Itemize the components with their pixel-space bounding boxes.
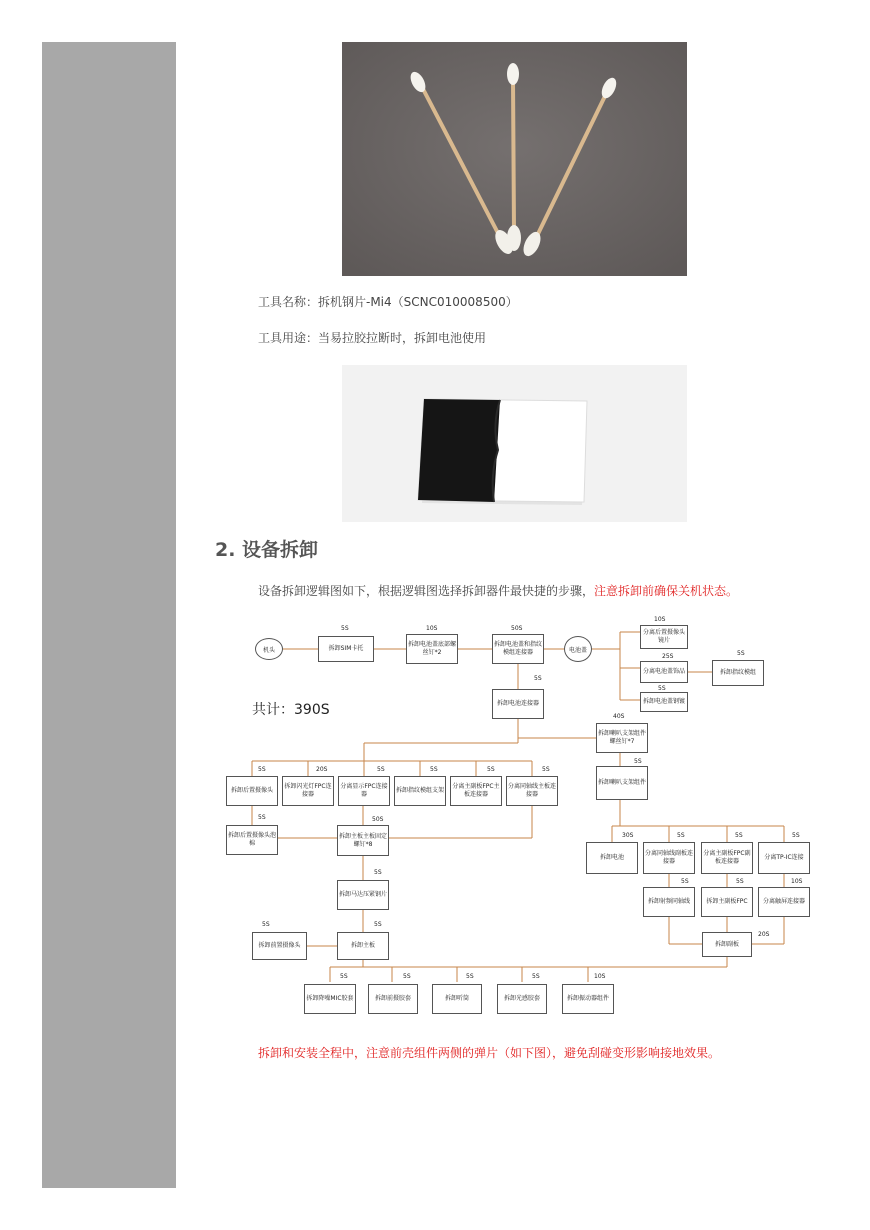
flow-touch-conn: 分离触屏连接器 (758, 887, 810, 917)
flow-bat-cover-steel: 拆卸电池盖钢镀 (640, 692, 688, 712)
flow-flash-fpc: 拆卸闪光灯FPC连接器 (282, 776, 334, 806)
flow-mainboard: 拆卸主板 (337, 932, 389, 960)
time-touch-conn: 10S (791, 878, 803, 885)
time-receiver: 5S (466, 973, 474, 980)
flow-bat-screws: 拆卸电池盖底部螺丝钉*2 (406, 634, 458, 664)
time-front-cam: 5S (262, 921, 270, 928)
time-spk: 5S (634, 758, 642, 765)
flow-mic: 拆卸降噪MIC胶套 (304, 984, 356, 1014)
flow-disp-fpc: 分离显示FPC连接器 (338, 776, 390, 806)
disassembly-flowchart (222, 612, 822, 1022)
flow-fpc-main: 拆卸主副板FPC (701, 887, 753, 917)
flow-spk: 拆卸喇叭支架组件 (596, 766, 648, 800)
time-rear-cam-foam: 5S (258, 814, 266, 821)
flow-bat-conn: 拆卸电池连接器 (492, 689, 544, 719)
time-disp-fpc: 5S (377, 766, 385, 773)
time-front-cam-rubber: 5S (403, 973, 411, 980)
flow-rear-cam-lens: 分离后置摄像头镜片 (640, 625, 688, 649)
flow-fp-module: 拆卸指纹模组 (712, 660, 764, 686)
section-intro (258, 582, 738, 599)
intro-warning: 注意拆卸前确保关机状态。 (594, 584, 739, 598)
time-fp-module: 5S (737, 650, 745, 657)
flow-light-sensor: 拆卸光感胶套 (497, 984, 547, 1014)
flow-motor-steel: 拆卸马达压紧钢片 (337, 880, 389, 910)
flow-subboard: 拆卸副板 (702, 932, 752, 957)
time-coax-sub: 5S (677, 832, 685, 839)
intro-text: 设备拆卸逻辑图如下，根据逻辑图选择拆卸器件最快捷的步骤， (258, 584, 595, 598)
flow-sub-fpc: 分离主副板FPC主板连接器 (450, 776, 502, 806)
cotton-swabs-photo (342, 42, 687, 276)
time-bat-cover: 50S (511, 625, 523, 632)
time-rear-cam-lens: 10S (654, 616, 666, 623)
flow-coax-main: 分离同轴线主板连接器 (506, 776, 558, 806)
time-sub-fpc2: 5S (735, 832, 743, 839)
time-bat-conn: 5S (534, 675, 542, 682)
page-sidebar (42, 42, 176, 1188)
flow-fp-bracket: 拆卸指纹模组支架 (394, 776, 446, 806)
flow-battery: 拆卸电池 (586, 842, 638, 874)
flow-start: 机头 (255, 638, 283, 660)
time-coax: 5S (681, 878, 689, 885)
time-light-sensor: 5S (532, 973, 540, 980)
time-main-screws: 50S (372, 816, 384, 823)
time-motor-steel: 5S (374, 869, 382, 876)
flow-rear-cam-foam: 拆卸后置摄像头泡棉 (226, 825, 278, 855)
cotton-swabs-image (342, 42, 687, 276)
footer-warning: 拆卸和安装全程中，注意前壳组件两侧的弹片（如下图），避免刮碰变形影响接地效果。 (258, 1046, 721, 1060)
flow-front-cam-rubber: 拆卸前摄胶套 (368, 984, 418, 1014)
time-tp-ic: 5S (792, 832, 800, 839)
time-motor: 10S (594, 973, 606, 980)
flow-tp-ic: 分离TP-IC连接 (758, 842, 810, 874)
tool-use-line: 工具用途：当易拉胶拉断时，拆卸电池使用 (258, 331, 487, 345)
time-sub-fpc: 5S (487, 766, 495, 773)
flow-coax: 拆卸射频同轴线 (643, 887, 695, 917)
time-bat-cover-steel: 5S (658, 685, 666, 692)
tool-name-line: 工具名称：拆机钢片-Mi4（SCNC010008500） (258, 295, 518, 309)
flow-motor: 拆卸振动器组件 (562, 984, 614, 1014)
section-title: 2. 设备拆卸 (215, 539, 319, 561)
time-bat-cover-deco: 25S (662, 653, 674, 660)
time-flash-fpc: 20S (316, 766, 328, 773)
time-bat-screws: 10S (426, 625, 438, 632)
time-mic: 5S (340, 973, 348, 980)
flow-sub-fpc2: 分离主副板FPC副板连接器 (701, 842, 753, 874)
time-subboard: 20S (758, 931, 770, 938)
time-battery: 30S (622, 832, 634, 839)
flow-receiver: 拆卸听筒 (432, 984, 482, 1014)
flow-spk-screws: 拆卸喇叭支架组件螺丝钉*7 (596, 723, 648, 753)
time-sim: 5S (341, 625, 349, 632)
flow-bat-pack: 电池盖 (564, 636, 592, 662)
steel-sheet-image (342, 365, 687, 522)
time-fp-bracket: 5S (430, 766, 438, 773)
flow-bat-cover-deco: 分离电池盖饰品 (640, 661, 688, 683)
flow-sim: 拆卸SIM卡托 (318, 636, 374, 662)
flow-total: 共计：390S (252, 702, 330, 718)
time-spk-screws: 40S (613, 713, 625, 720)
time-rear-cam: 5S (258, 766, 266, 773)
flow-bat-cover: 拆卸电池盖和指纹模组连接器 (492, 634, 544, 664)
flow-coax-sub: 分离同轴线副板连接器 (643, 842, 695, 874)
time-coax-main: 5S (542, 766, 550, 773)
flow-front-cam: 拆卸前置摄像头 (252, 932, 307, 960)
time-mainboard: 5S (374, 921, 382, 928)
flow-main-screws: 拆卸主板主板固定螺钉*8 (337, 825, 389, 856)
steel-sheet-photo (342, 365, 687, 522)
time-fpc-main: 5S (736, 878, 744, 885)
flow-rear-cam: 拆卸后置摄像头 (226, 776, 278, 806)
